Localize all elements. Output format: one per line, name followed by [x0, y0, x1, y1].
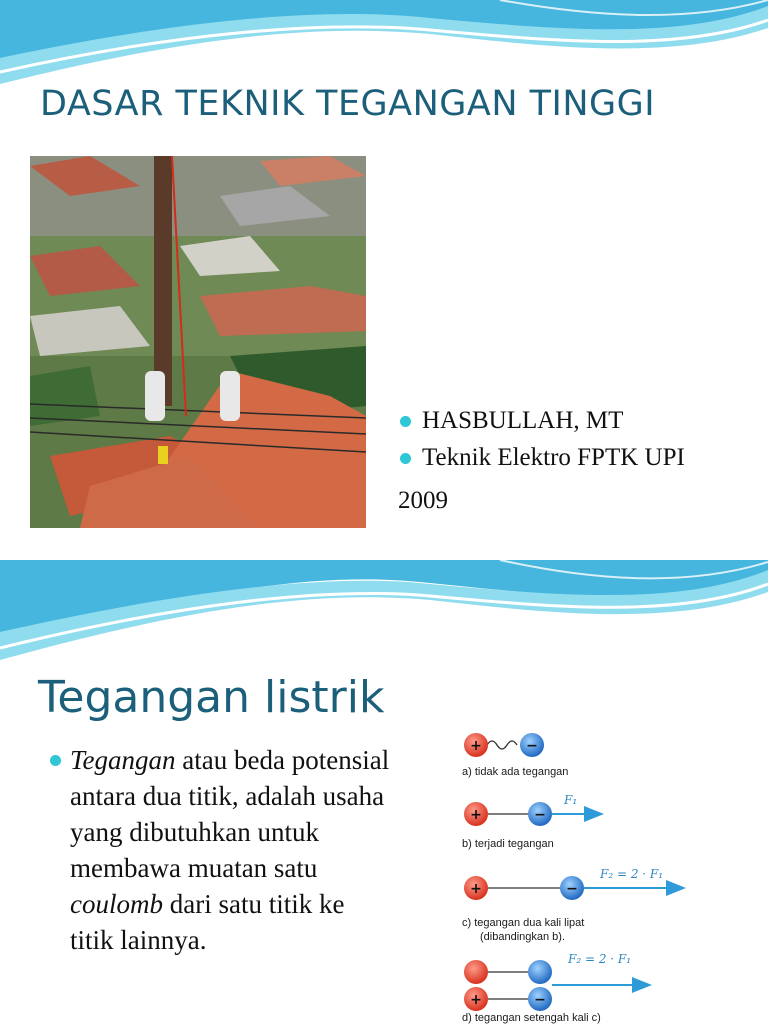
wave-header: [0, 560, 768, 670]
caption-d: d) tegangan setengah kali c): [462, 1012, 601, 1024]
term-tegangan: Tegangan: [70, 745, 176, 775]
svg-text:−: −: [534, 807, 546, 823]
slide-2: [0, 560, 768, 1024]
caption-b: b) terjadi tegangan: [462, 838, 554, 850]
wave-header: [0, 0, 768, 95]
caption-c-line2: (dibandingkan b).: [480, 931, 566, 943]
definition-bullet: [50, 742, 390, 958]
svg-text:+: +: [470, 881, 482, 897]
bullet-dot: [50, 755, 61, 766]
power-line-workers-photo: [30, 156, 366, 528]
svg-text:+: +: [470, 992, 482, 1008]
definition-text: Tegangan atau beda potensial antara dua titik, adalah usaha yang dibutuhkan untuk membawa muatan satu coulomb dari satu titik ke titik lainnya.: [70, 745, 390, 955]
force-label-f1: F₁: [564, 793, 578, 807]
force-label-f2: F₂ = 2 · F₁: [568, 952, 632, 966]
svg-text:−: −: [566, 881, 578, 897]
negative-charge: [528, 960, 552, 984]
positive-charge: [464, 960, 488, 984]
bullet-author: HASBULLAH, MT: [398, 402, 685, 439]
voltage-charges-figure: [452, 717, 708, 1024]
svg-text:+: +: [470, 807, 482, 823]
year-text: 2009: [398, 487, 448, 514]
slide-title: DASAR TEKNIK TEGANGAN TINGGI: [40, 84, 656, 124]
bullet-dot: [400, 453, 411, 464]
bullet-dot: [400, 416, 411, 427]
unit-coulomb: coulomb: [70, 889, 163, 919]
svg-text:−: −: [526, 738, 538, 754]
svg-text:+: +: [470, 738, 482, 754]
svg-text:−: −: [534, 992, 546, 1008]
caption-a: a) tidak ada tegangan: [462, 766, 569, 778]
author-bullets: [398, 402, 685, 476]
bullet-department: Teknik Elektro FPTK UPI: [398, 439, 685, 476]
force-label-f2: F₂ = 2 · F₁: [600, 867, 664, 881]
caption-c-line1: c) tegangan dua kali lipat: [462, 917, 585, 929]
slide-title: Tegangan listrik: [38, 672, 385, 723]
